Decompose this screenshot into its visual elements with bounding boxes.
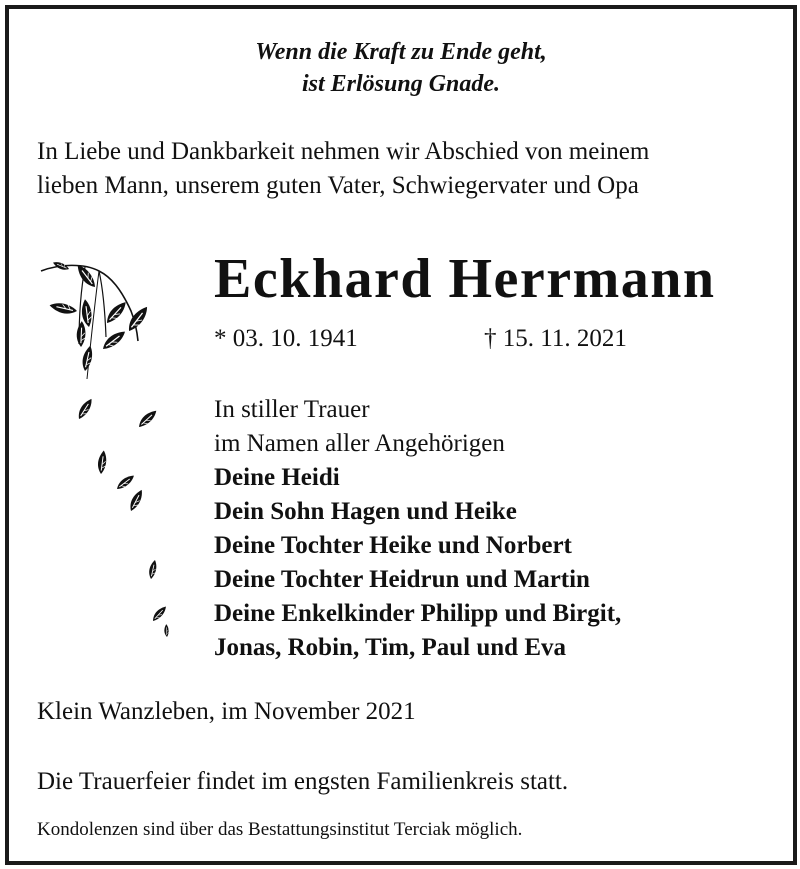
mourner-name: Deine Heidi	[214, 464, 340, 491]
motto-line-2: ist Erlösung Gnade.	[301, 71, 501, 97]
condolence-note: Kondolenzen sind über das Bestattungsinstitut Terciak möglich.	[37, 819, 523, 840]
motto	[9, 36, 793, 100]
place-and-date: Klein Wanzleben, im November 2021	[37, 698, 416, 725]
death-date: † 15. 11. 2021	[484, 325, 627, 352]
mourner-name: Dein Sohn Hagen und Heike	[214, 498, 517, 525]
mourner-name: Deine Tochter Heike und Norbert	[214, 532, 572, 559]
mourner-name: Deine Enkelkinder Philipp und Birgit,	[214, 600, 622, 627]
mourner-name: Jonas, Robin, Tim, Paul und Eva	[214, 634, 566, 661]
intro-line-2: lieben Mann, unserem guten Vater, Schwiegervater und Opa	[37, 172, 639, 199]
mourners-block	[214, 393, 621, 665]
mourning-line-1: In stiller Trauer	[214, 396, 370, 423]
deceased-name: Eckhard Herrmann	[214, 248, 716, 310]
ceremony-note: Die Trauerfeier findet im engsten Familienkreis statt.	[37, 768, 569, 795]
intro-line-1: In Liebe und Dankbarkeit nehmen wir Abschied von meinem	[37, 138, 650, 165]
mourner-name: Deine Tochter Heidrun und Martin	[214, 566, 590, 593]
mourning-line-2: im Namen aller Angehörigen	[214, 430, 505, 457]
birth-date: * 03. 10. 1941	[214, 325, 358, 352]
life-dates	[214, 322, 627, 356]
obituary-notice	[5, 5, 797, 865]
motto-line-1: Wenn die Kraft zu Ende geht,	[255, 39, 547, 65]
intro-text	[37, 135, 649, 203]
birch-leaves-icon	[39, 249, 169, 639]
